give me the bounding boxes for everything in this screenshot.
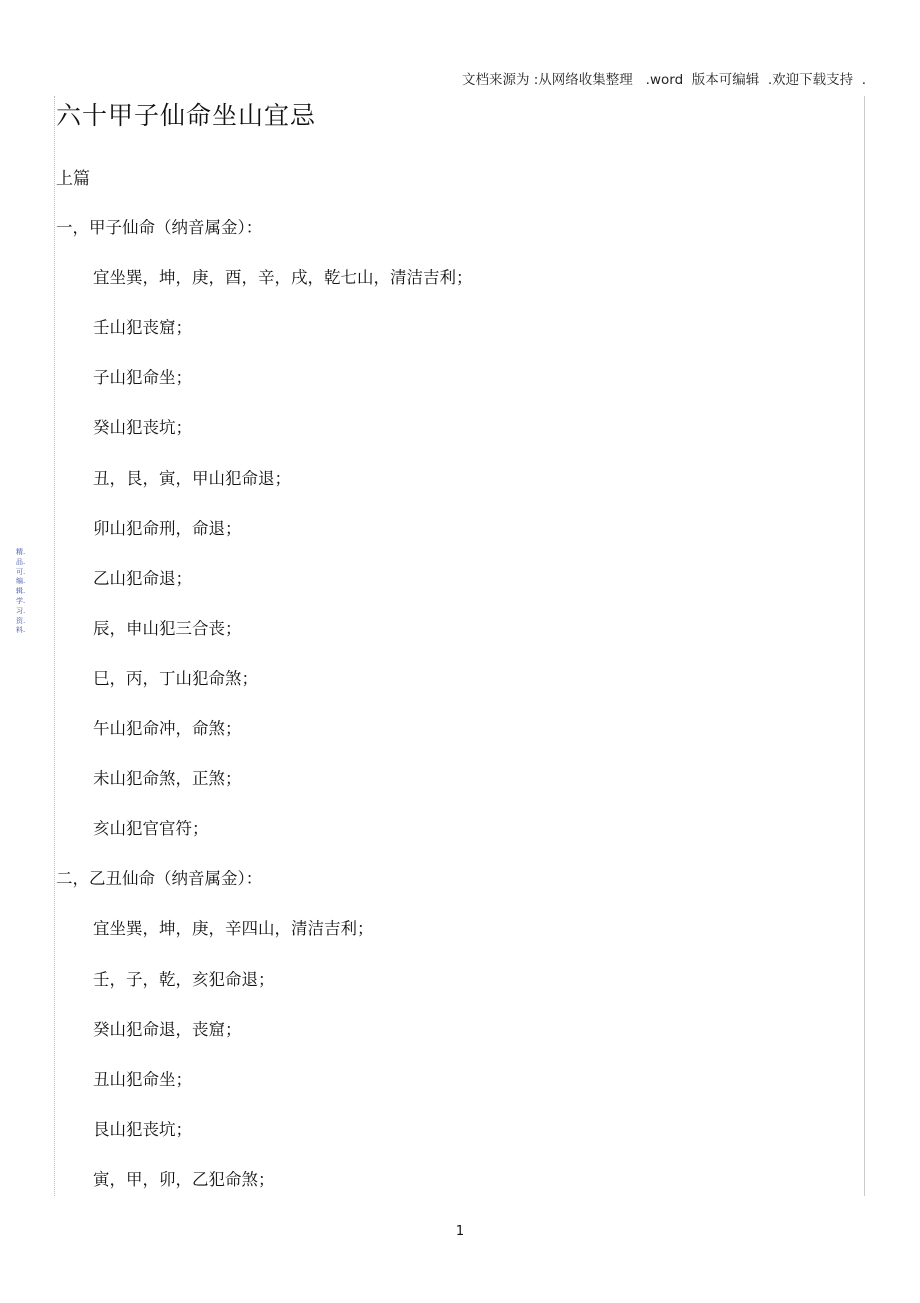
entry-line: 宜坐巽，坤，庚，酉，辛，戌，乾七山，清洁吉利； <box>93 268 473 288</box>
entry-line: 亥山犯官官符； <box>93 819 209 839</box>
entry-line: 癸山犯命退，丧窟； <box>93 1019 242 1039</box>
document-title: 六十甲子仙命坐山宜忌 <box>56 101 317 130</box>
entry-line: 巳，丙，丁山犯命煞； <box>93 668 258 688</box>
entry-line: 午山犯命冲，命煞； <box>93 719 242 738</box>
entry-line: 卯山犯命刑，命退； <box>93 518 242 538</box>
entry-line: 丑山犯命坐； <box>93 1069 192 1089</box>
entry-line: 寅，甲，卯，乙犯命煞； <box>93 1169 275 1189</box>
entry-heading: 一，甲子仙命（纳音属金）： <box>56 218 263 237</box>
right-margin-rule <box>864 96 865 1196</box>
entry-line: 宜坐巽，坤，庚，辛四山，清洁吉利； <box>93 919 374 939</box>
source-header-note: 文档来源为 :从网络收集整理 .word 版本可编辑 .欢迎下载支持 . <box>461 72 866 88</box>
entry-heading: 二，乙丑仙命（纳音属金）： <box>56 869 263 889</box>
left-margin-rule <box>54 96 55 1196</box>
entry-line: 未山犯命煞，正煞； <box>93 769 242 789</box>
entry-line: 辰，申山犯三合丧； <box>93 618 242 638</box>
entry-line: 壬，子，乾，亥犯命退； <box>93 969 275 989</box>
section-heading: 上篇 <box>56 169 90 189</box>
entry-line: 艮山犯丧坑； <box>93 1119 192 1139</box>
entry-line: 子山犯命坐； <box>93 368 192 388</box>
entry-line: 壬山犯丧窟； <box>93 318 192 338</box>
entry-line: 癸山犯丧坑； <box>93 418 192 438</box>
entry-line: 乙山犯命退； <box>93 568 192 588</box>
side-margin-note: 精.品.可.编.辑.学.习.资.料. <box>16 548 26 635</box>
page-number: 1 <box>455 1224 465 1239</box>
entry-line: 丑，艮，寅，甲山犯命退； <box>93 468 291 488</box>
